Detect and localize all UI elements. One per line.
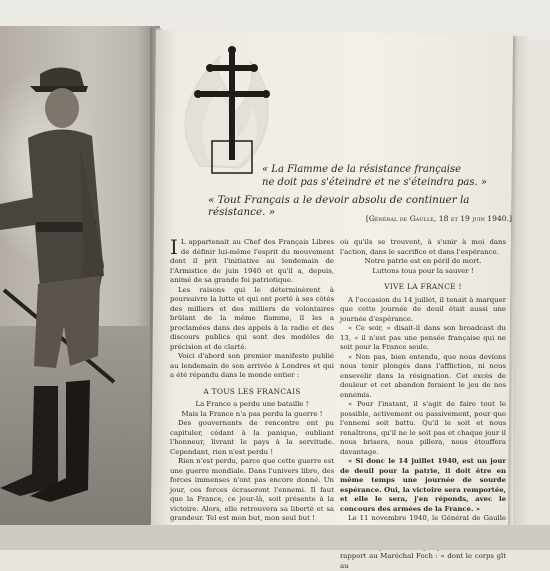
intro-paragraph: I L appartenait au Chef des Français Libres de définir lui-même l'esprit du mouvement dont il prit l'initiative au lendemain de l'Armistice de juin 1940 et qu'il a, depuis, animé de sa grande foi patriotique. <box>170 235 334 284</box>
right-text-column <box>340 238 506 571</box>
paragraph: Notre patrie est en péril de mort. <box>364 257 482 265</box>
paragraph: A l'occasion du 14 juillet, il tenait à marquer que cette journée de deuil était aussi une journée d'espérance. <box>340 295 506 323</box>
manifesto-line: La France a perdu une bataille ! <box>195 400 309 408</box>
page-edges <box>513 36 529 531</box>
flame-quote-line2: ne doit pas s'éteindre et ne s'éteindra pas. » <box>262 176 487 188</box>
table-shadow <box>0 525 550 550</box>
paragraph: « Pour l'instant, il s'agit de faire tout le possible, activement ou passivement, pour que l'ennemi soit battu. Qu'il le soit et nous renaîtrons, qu'il ne le soit pas et chaque jour il nous brisera, nous pillera, nous étouffera davantage. <box>340 400 506 456</box>
paragraph: Luttons tous pour la sauver ! <box>372 266 474 275</box>
section-heading: VIVE LA FRANCE ! <box>384 282 462 291</box>
paragraph: Des gouvernants de rencontre ont pu capituler, cédant à la panique, oubliant l'honneur, livrant le pays à la servitude. Cependant, rien n'est perdu ! <box>170 419 334 456</box>
cross-of-lorraine-icon <box>192 45 272 175</box>
paragraph: Voici d'abord son premier manifeste publié au lendemain de son arrivée à Londres et qui a été répandu dans le monde entier : <box>170 352 334 379</box>
soldier-figure <box>0 26 160 536</box>
bold-paragraph: « Si donc le 14 juillet 1940, est un jour de deuil pour la patrie, il doit être en même temps une journée de sourde espérance. Oui, la victoire sera remportée, et elle le sera, j'en réponds, avec le concours des armées de la France. » <box>340 457 506 513</box>
dropcap: I <box>170 235 178 259</box>
paragraph: Les raisons qui le déterminèrent à poursuivre la lutte et qui ont porté à ses côtés des milliers et des milliers de volontaires brûlant de la même flamme, il les a proclamées dans des appels à la radio et des discours publics qui sont des modèles de précision et de clarté. <box>170 285 334 351</box>
paragraph: où qu'ils se trouvent, à s'unir à moi dans l'action, dans le sacrifice et dans l'espérance. <box>340 238 506 256</box>
resistance-quote: « Tout Français a le devoir absolu de continuer la résistance. » <box>208 194 470 218</box>
flame-quote <box>262 164 512 189</box>
left-page-photo <box>0 26 160 536</box>
paragraph: Le 11 novembre 1940, le Général de Gaulle rapport au Maréchal Foch : « dont le corps gît au <box>340 514 506 570</box>
manifesto-line: Mais la France n'a pas perdu la guerre ! <box>181 409 323 418</box>
flame-quote-line1: « La Flamme de la résistance française <box>262 164 462 175</box>
paragraph: Rien n'est perdu, parce que cette guerre est une guerre mondiale. Dans l'univers libre, des forces immenses n'ont pas encore donné. Un jour, ces forces écraseront l'ennemi. Il faut que la France, ce jour-là, soit présente à la victoire. Alors, elle retrouvera sa liberté et sa grandeur. Tel est mon but, mon seul but ! <box>170 457 334 522</box>
paragraph: « Ce soir, » disait-il dans son broadcast du 13, « il n'est pas une pensée française qui ne soit pour la France seule. <box>340 324 506 351</box>
left-text-column <box>170 235 334 533</box>
section-heading: A TOUS LES FRANCAIS <box>203 386 301 396</box>
quote-attribution: [Général de Gaulle, 18 et 19 juin 1940.] <box>365 214 512 223</box>
paragraph: « Non pas, bien entendu, que nous devions nous tenir plongés dans l'affliction, ni nous ensevelir dans la résignation. Cet excès de douleur et cet abandon feraient le jeu de nos ennemis. <box>340 352 506 399</box>
